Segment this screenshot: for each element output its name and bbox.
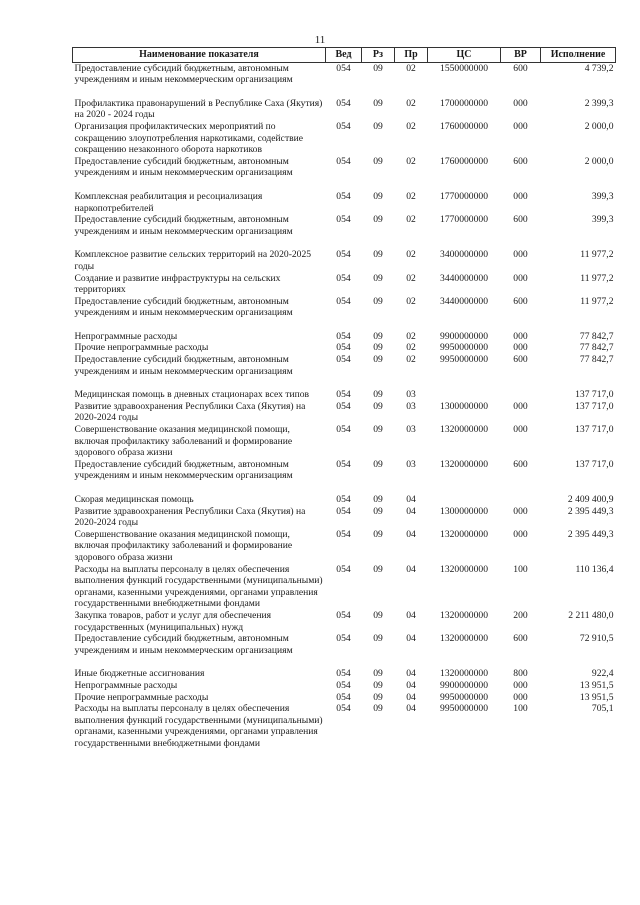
row-pr-cell: 02	[406, 272, 416, 284]
row-name-cell: Совершенствование оказания медицинской помощи, включая профилактику заболеваний и формирование здорового образа жизни	[74, 424, 293, 459]
row-spacer	[73, 179, 616, 191]
column-header-cs: ЦС	[428, 48, 501, 63]
row-rz-cell: 09	[373, 62, 383, 74]
row-isp-cell: 72 910,5	[579, 633, 614, 645]
row-ved-cell: 054	[336, 668, 351, 680]
row-vr-cell: 600	[513, 214, 528, 226]
table-header-row	[73, 48, 616, 63]
row-pr-cell: 04	[406, 691, 416, 703]
row-ved-cell: 054	[336, 62, 351, 74]
table-row	[73, 296, 616, 319]
row-vr-cell: 000	[513, 679, 528, 691]
row-vr-cell: 600	[513, 155, 528, 167]
row-cs-cell: 1700000000	[440, 97, 488, 109]
row-name-cell: Профилактика правонарушений в Республике Саха (Якутия) на 2020 - 2024 годы	[74, 97, 323, 121]
column-header-vr: ВР	[501, 48, 541, 63]
row-cs-cell: 9950000000	[440, 342, 488, 354]
row-spacer-cell	[73, 377, 616, 389]
row-cs-cell: 1320000000	[440, 668, 488, 680]
table-row	[73, 692, 616, 704]
row-name-cell: Совершенствование оказания медицинской помощи, включая профилактику заболеваний и формирование здорового образа жизни	[74, 528, 293, 563]
table-row	[73, 249, 616, 272]
row-pr-cell: 03	[406, 458, 416, 470]
row-vr-cell: 000	[513, 97, 528, 109]
row-cs-cell	[428, 494, 501, 506]
row-vr-cell: 000	[513, 190, 528, 202]
column-header-ved: Вед	[326, 48, 362, 63]
row-name-cell: Непрограммные расходы	[74, 330, 178, 342]
row-rz-cell: 09	[373, 633, 383, 645]
row-vr-cell: 000	[513, 691, 528, 703]
row-rz-cell: 09	[373, 703, 383, 715]
row-rz-cell: 09	[373, 691, 383, 703]
row-vr-cell: 600	[513, 295, 528, 307]
row-cs-cell: 3440000000	[440, 272, 488, 284]
row-cs-cell: 1770000000	[440, 190, 488, 202]
row-isp-cell: 2 395 449,3	[567, 505, 614, 517]
row-spacer	[73, 377, 616, 389]
row-rz-cell: 09	[373, 609, 383, 621]
row-rz-cell: 09	[373, 668, 383, 680]
row-isp-cell: 13 951,5	[579, 679, 614, 691]
row-ved-cell: 054	[336, 679, 351, 691]
table-row	[73, 62, 616, 86]
table-row	[73, 668, 616, 680]
row-vr-cell: 100	[513, 563, 528, 575]
row-name-cell: Предоставление субсидий бюджетным, автономным учреждениям и иным некоммерческим организациям	[74, 295, 293, 319]
row-isp-cell: 2 399,3	[584, 97, 614, 109]
row-ved-cell: 054	[336, 703, 351, 715]
row-rz-cell: 09	[373, 458, 383, 470]
row-isp-cell: 77 842,7	[579, 342, 614, 354]
row-pr-cell: 02	[406, 97, 416, 109]
table-row	[73, 389, 616, 401]
row-name-cell: Прочие непрограммные расходы	[74, 342, 209, 354]
row-cs-cell: 3440000000	[440, 295, 488, 307]
row-vr-cell: 000	[513, 330, 528, 342]
row-rz-cell: 09	[373, 494, 383, 505]
row-rz-cell: 09	[373, 97, 383, 109]
row-pr-cell: 03	[406, 424, 416, 436]
row-ved-cell: 054	[336, 249, 351, 261]
column-header-isp: Исполнение	[541, 48, 616, 63]
row-spacer-cell	[73, 482, 616, 494]
row-vr-cell: 200	[513, 609, 528, 621]
column-header-pr: Пр	[395, 48, 428, 63]
row-spacer	[73, 237, 616, 249]
row-vr-cell: 000	[513, 505, 528, 517]
row-isp-cell: 2 211 480,0	[568, 609, 614, 621]
row-rz-cell: 09	[373, 295, 383, 307]
row-cs-cell: 1320000000	[440, 528, 488, 540]
row-pr-cell: 02	[406, 342, 416, 354]
row-ved-cell: 054	[336, 97, 351, 109]
row-isp-cell: 13 951,5	[579, 691, 614, 703]
table-row	[73, 191, 616, 214]
row-rz-cell: 09	[373, 214, 383, 226]
row-cs-cell: 9950000000	[440, 354, 488, 366]
column-header-rz: Рз	[362, 48, 395, 63]
row-name-cell: Предоставление субсидий бюджетным, автономным учреждениям и иным некоммерческим организациям	[74, 214, 293, 237]
row-name-cell: Расходы на выплаты персоналу в целях обеспечения выполнения функций государственными (муниципальными) органами, казенными учреждениями, органами управления государственными внебюджетными фондами	[74, 563, 323, 610]
row-rz-cell: 09	[373, 563, 383, 575]
row-name-cell: Закупка товаров, работ и услуг для обеспечения государственных (муниципальных) нужд	[74, 609, 272, 633]
row-cs-cell: 1320000000	[440, 609, 488, 621]
row-name-cell: Развитие здравоохранения Республики Саха (Якутия) на 2020-2024 годы	[74, 505, 306, 529]
row-cs-cell: 1320000000	[440, 563, 488, 575]
table-body	[73, 62, 616, 749]
row-cs-cell: 9950000000	[440, 703, 488, 715]
row-isp-cell: 137 717,0	[575, 458, 614, 470]
row-isp-cell: 2 000,0	[584, 120, 614, 132]
row-spacer-cell	[73, 179, 616, 191]
row-pr-cell: 02	[406, 190, 416, 202]
row-cs-cell: 1760000000	[440, 155, 488, 167]
row-isp-cell: 399,3	[591, 214, 614, 226]
row-isp-cell: 705,1	[591, 703, 614, 715]
row-pr-cell: 02	[406, 155, 416, 167]
row-vr-cell: 600	[513, 633, 528, 645]
row-pr-cell: 04	[406, 609, 416, 621]
row-rz-cell: 09	[373, 424, 383, 436]
row-name-cell: Предоставление субсидий бюджетным, автономным учреждениям и иным некоммерческим организациям	[74, 155, 293, 179]
row-name-cell: Медицинская помощь в дневных стационарах всех типов	[74, 389, 310, 401]
row-pr-cell: 02	[406, 249, 416, 261]
row-spacer	[73, 482, 616, 494]
row-cs-cell: 1300000000	[440, 505, 488, 517]
row-rz-cell: 09	[373, 400, 383, 412]
table-row	[73, 273, 616, 296]
row-name-cell: Развитие здравоохранения Республики Саха (Якутия) на 2020-2024 годы	[74, 400, 306, 424]
table-row	[73, 494, 616, 506]
row-isp-cell: 2 395 449,3	[567, 528, 614, 540]
table-row	[73, 342, 616, 354]
row-vr-cell: 000	[513, 120, 528, 132]
row-vr-cell: 000	[513, 424, 528, 436]
row-rz-cell: 09	[373, 272, 383, 284]
row-vr-cell: 600	[513, 62, 528, 74]
row-rz-cell: 09	[373, 679, 383, 691]
row-vr-cell: 000	[513, 528, 528, 540]
row-name-cell: Создание и развитие инфраструктуры на сельских территориях	[74, 272, 281, 296]
row-ved-cell: 054	[336, 190, 351, 202]
row-vr-cell	[501, 494, 541, 506]
table-row	[73, 459, 616, 482]
table-row	[73, 156, 616, 179]
row-vr-cell: 100	[513, 703, 528, 715]
row-isp-cell: 4 739,2	[584, 62, 614, 74]
table-row	[73, 121, 616, 156]
row-vr-cell: 800	[513, 668, 528, 680]
row-name-cell: Иные бюджетные ассигнования	[74, 668, 205, 680]
row-pr-cell: 02	[406, 120, 416, 132]
row-isp-cell: 11 977,2	[580, 249, 614, 261]
row-rz-cell: 09	[373, 354, 383, 366]
row-spacer	[73, 86, 616, 98]
row-isp-cell: 399,3	[591, 190, 614, 202]
row-isp-cell: 11 977,2	[580, 295, 614, 307]
table-row	[73, 680, 616, 692]
row-isp-cell: 11 977,2	[580, 272, 614, 284]
row-name-cell: Предоставление субсидий бюджетным, автономным учреждениям и иным некоммерческим организациям	[74, 458, 293, 482]
row-isp-cell: 77 842,7	[579, 354, 614, 366]
row-ved-cell: 054	[336, 272, 351, 284]
row-spacer	[73, 319, 616, 331]
row-ved-cell: 054	[336, 691, 351, 703]
row-pr-cell: 04	[406, 494, 416, 505]
table-row	[73, 506, 616, 529]
row-ved-cell: 054	[336, 609, 351, 621]
row-pr-cell: 04	[406, 505, 416, 517]
row-isp-cell: 137 717,0	[575, 389, 614, 401]
row-name-cell: Предоставление субсидий бюджетным, автономным учреждениям и иным некоммерческим организациям	[74, 354, 293, 377]
table-row	[73, 98, 616, 121]
row-cs-cell: 1770000000	[440, 214, 488, 226]
row-spacer-cell	[73, 319, 616, 331]
row-name-cell: Скорая медицинская помощь	[74, 494, 194, 505]
row-ved-cell: 054	[336, 458, 351, 470]
row-ved-cell: 054	[336, 214, 351, 226]
table-row	[73, 424, 616, 459]
row-rz-cell: 09	[373, 190, 383, 202]
row-ved-cell: 054	[336, 494, 351, 505]
row-ved-cell: 054	[336, 295, 351, 307]
row-pr-cell: 02	[406, 295, 416, 307]
row-pr-cell: 02	[406, 62, 416, 74]
row-spacer-cell	[73, 86, 616, 98]
row-ved-cell: 054	[336, 563, 351, 575]
row-pr-cell: 02	[406, 330, 416, 342]
table-row	[73, 529, 616, 564]
budget-table	[72, 47, 616, 749]
row-ved-cell: 054	[336, 505, 351, 517]
table-row	[73, 214, 616, 237]
row-pr-cell: 04	[406, 703, 416, 715]
row-cs-cell: 1320000000	[440, 633, 488, 645]
row-vr-cell: 600	[513, 354, 528, 366]
row-isp-cell: 110 136,4	[575, 563, 614, 575]
row-rz-cell: 09	[373, 155, 383, 167]
row-ved-cell: 054	[336, 342, 351, 354]
row-vr-cell: 000	[513, 400, 528, 412]
row-name-cell: Комплексное развитие сельских территорий на 2020-2025 годы	[74, 249, 312, 272]
row-name-cell: Предоставление субсидий бюджетным, автономным учреждениям и иным некоммерческим организациям	[74, 633, 293, 656]
row-spacer-cell	[73, 656, 616, 668]
row-cs-cell: 1320000000	[440, 458, 488, 470]
page-number: 11	[314, 34, 326, 46]
row-pr-cell: 03	[406, 389, 416, 401]
row-spacer	[73, 656, 616, 668]
row-spacer-cell	[73, 237, 616, 249]
row-pr-cell: 04	[406, 633, 416, 645]
row-cs-cell: 9900000000	[440, 330, 488, 342]
row-cs-cell: 1300000000	[440, 400, 488, 412]
table-row	[73, 401, 616, 424]
row-ved-cell: 054	[336, 389, 351, 401]
row-cs-cell: 3400000000	[440, 249, 488, 261]
row-isp-cell: 922,4	[591, 668, 614, 680]
row-pr-cell: 04	[406, 563, 416, 575]
row-name-cell: Расходы на выплаты персоналу в целях обеспечения выполнения функций государственными (муниципальными) органами, казенными учреждениями, органами управления государственными внебюджетными фондами	[74, 703, 323, 749]
table-row	[73, 354, 616, 377]
row-rz-cell: 09	[373, 505, 383, 517]
table-row	[73, 564, 616, 610]
row-isp-cell: 137 717,0	[575, 400, 614, 412]
table-row	[73, 703, 616, 749]
row-vr-cell: 000	[513, 342, 528, 354]
row-ved-cell: 054	[336, 155, 351, 167]
row-name-cell: Предоставление субсидий бюджетным, автономным учреждениям и иным некоммерческим организациям	[74, 62, 293, 86]
row-isp-cell: 137 717,0	[575, 424, 614, 436]
row-pr-cell: 03	[406, 400, 416, 412]
row-ved-cell: 054	[336, 120, 351, 132]
row-isp-cell: 2 000,0	[584, 155, 614, 167]
row-rz-cell: 09	[373, 528, 383, 540]
row-rz-cell: 09	[373, 120, 383, 132]
table-row	[73, 331, 616, 343]
row-ved-cell: 054	[336, 354, 351, 366]
row-rz-cell: 09	[373, 249, 383, 261]
row-isp-cell: 2 409 400,9	[567, 494, 614, 505]
row-pr-cell: 02	[406, 354, 416, 366]
row-pr-cell: 04	[406, 679, 416, 691]
row-vr-cell: 000	[513, 272, 528, 284]
row-cs-cell: 9950000000	[440, 691, 488, 703]
row-name-cell: Прочие непрограммные расходы	[74, 691, 209, 703]
row-cs-cell: 1320000000	[440, 424, 488, 436]
row-cs-cell: 1550000000	[440, 62, 488, 74]
row-cs-cell: 1760000000	[440, 120, 488, 132]
row-ved-cell: 054	[336, 424, 351, 436]
row-rz-cell: 09	[373, 330, 383, 342]
row-rz-cell: 09	[373, 342, 383, 354]
row-name-cell: Непрограммные расходы	[74, 679, 178, 691]
row-rz-cell: 09	[373, 389, 383, 401]
row-name-cell: Комплексная реабилитация и ресоциализация наркопотребителей	[74, 190, 263, 214]
row-ved-cell: 054	[336, 330, 351, 342]
row-pr-cell: 02	[406, 214, 416, 226]
row-pr-cell: 04	[406, 668, 416, 680]
row-vr-cell	[501, 389, 541, 401]
row-cs-cell: 9900000000	[440, 679, 488, 691]
row-ved-cell: 054	[336, 400, 351, 412]
row-vr-cell: 000	[513, 249, 528, 261]
row-isp-cell: 77 842,7	[579, 330, 614, 342]
row-cs-cell	[428, 389, 501, 401]
column-header-name: Наименование показателя	[73, 48, 326, 63]
table-row	[73, 633, 616, 656]
row-ved-cell: 054	[336, 528, 351, 540]
table-row	[73, 610, 616, 633]
row-name-cell: Организация профилактических мероприятий по сокращению злоупотребления наркотиками, содействие сокращению незаконного оборота наркотиков	[74, 120, 304, 156]
row-vr-cell: 600	[513, 458, 528, 470]
row-pr-cell: 04	[406, 528, 416, 540]
row-ved-cell: 054	[336, 633, 351, 645]
